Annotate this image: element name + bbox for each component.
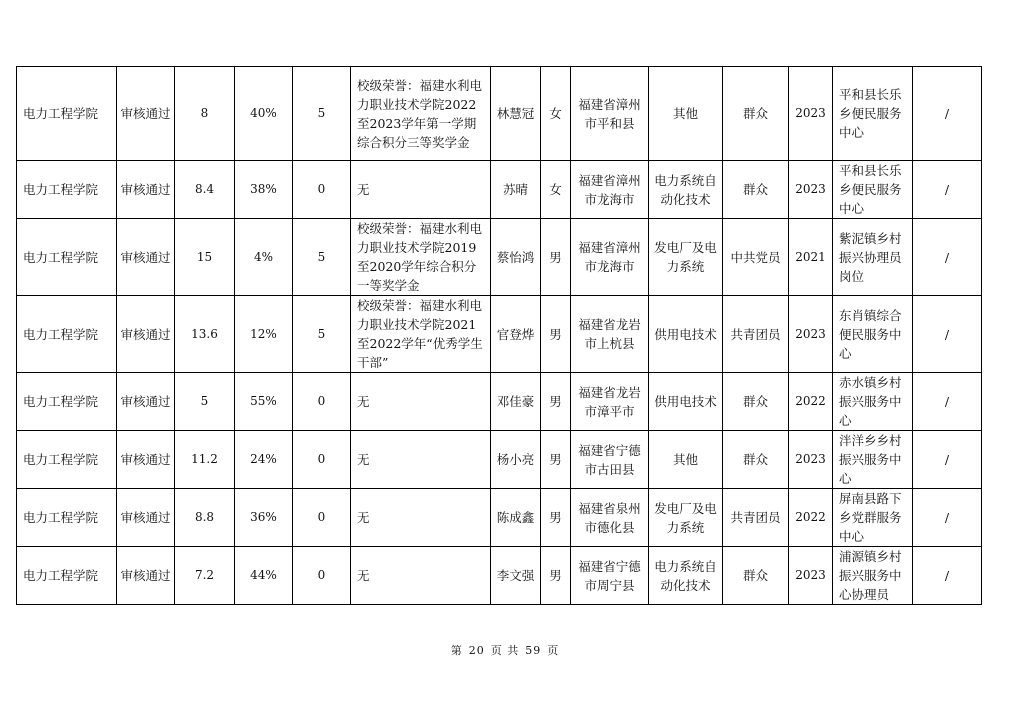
origin-cell: 福建省漳州市龙海市 (571, 219, 649, 296)
name-cell: 邓佳豪 (491, 373, 541, 431)
table-row (17, 296, 982, 373)
points-cell: 0 (293, 547, 351, 605)
position-cell: 泮洋乡乡村振兴服务中心 (833, 431, 913, 489)
major-cell: 其他 (649, 67, 723, 161)
rank-cell: 44% (235, 547, 293, 605)
year-cell: 2023 (789, 67, 833, 161)
table-row (17, 161, 982, 219)
points-cell: 5 (293, 296, 351, 373)
major-cell: 发电厂及电力系统 (649, 219, 723, 296)
points-cell: 0 (293, 373, 351, 431)
position-cell: 浦源镇乡村振兴服务中心协理员 (833, 547, 913, 605)
gender-cell: 男 (541, 431, 571, 489)
origin-cell: 福建省漳州市龙海市 (571, 161, 649, 219)
table-row (17, 489, 982, 547)
honor-cell: 无 (351, 161, 491, 219)
political-cell: 中共党员 (723, 219, 789, 296)
points-cell: 0 (293, 161, 351, 219)
honor-cell: 校级荣誉：福建水利电力职业技术学院2019至2020学年综合积分一等奖学金 (351, 219, 491, 296)
candidate-table (16, 66, 982, 605)
table-row (17, 547, 982, 605)
college-cell: 电力工程学院 (17, 431, 117, 489)
footer-mid: 页 共 (490, 644, 520, 657)
year-cell: 2022 (789, 489, 833, 547)
rank-cell: 55% (235, 373, 293, 431)
name-cell: 杨小亮 (491, 431, 541, 489)
college-cell: 电力工程学院 (17, 296, 117, 373)
status-cell: 审核通过 (117, 219, 175, 296)
honor-cell: 无 (351, 431, 491, 489)
political-cell: 群众 (723, 67, 789, 161)
gender-cell: 男 (541, 489, 571, 547)
score-cell: 8 (175, 67, 235, 161)
gender-cell: 男 (541, 296, 571, 373)
status-cell: 审核通过 (117, 67, 175, 161)
origin-cell: 福建省宁德市周宁县 (571, 547, 649, 605)
name-cell: 李文强 (491, 547, 541, 605)
gender-cell: 男 (541, 219, 571, 296)
origin-cell: 福建省龙岩市上杭县 (571, 296, 649, 373)
major-cell: 供用电技术 (649, 296, 723, 373)
status-cell: 审核通过 (117, 373, 175, 431)
note-cell: / (913, 431, 982, 489)
status-cell: 审核通过 (117, 296, 175, 373)
college-cell: 电力工程学院 (17, 489, 117, 547)
status-cell: 审核通过 (117, 489, 175, 547)
note-cell: / (913, 547, 982, 605)
note-cell: / (913, 296, 982, 373)
rank-cell: 4% (235, 219, 293, 296)
political-cell: 共青团员 (723, 489, 789, 547)
political-cell: 群众 (723, 547, 789, 605)
note-cell: / (913, 161, 982, 219)
table-row (17, 67, 982, 161)
college-cell: 电力工程学院 (17, 67, 117, 161)
points-cell: 0 (293, 489, 351, 547)
major-cell: 发电厂及电力系统 (649, 489, 723, 547)
name-cell: 林慧冠 (491, 67, 541, 161)
college-cell: 电力工程学院 (17, 373, 117, 431)
college-cell: 电力工程学院 (17, 161, 117, 219)
rank-cell: 40% (235, 67, 293, 161)
honor-cell: 无 (351, 547, 491, 605)
score-cell: 13.6 (175, 296, 235, 373)
table-row (17, 373, 982, 431)
points-cell: 5 (293, 219, 351, 296)
position-cell: 屏南县路下乡党群服务中心 (833, 489, 913, 547)
year-cell: 2023 (789, 296, 833, 373)
table-row (17, 219, 982, 296)
college-cell: 电力工程学院 (17, 219, 117, 296)
political-cell: 群众 (723, 431, 789, 489)
origin-cell: 福建省龙岩市漳平市 (571, 373, 649, 431)
name-cell: 官登烨 (491, 296, 541, 373)
year-cell: 2021 (789, 219, 833, 296)
note-cell: / (913, 373, 982, 431)
honor-cell: 校级荣誉：福建水利电力职业技术学院2021至2022学年“优秀学生干部” (351, 296, 491, 373)
footer-page-number: 20 (468, 644, 485, 657)
rank-cell: 36% (235, 489, 293, 547)
political-cell: 群众 (723, 373, 789, 431)
position-cell: 赤水镇乡村振兴服务中心 (833, 373, 913, 431)
college-cell: 电力工程学院 (17, 547, 117, 605)
year-cell: 2023 (789, 161, 833, 219)
honor-cell: 无 (351, 373, 491, 431)
table-body (17, 67, 982, 605)
origin-cell: 福建省宁德市古田县 (571, 431, 649, 489)
position-cell: 平和县长乐乡便民服务中心 (833, 161, 913, 219)
points-cell: 0 (293, 431, 351, 489)
note-cell: / (913, 219, 982, 296)
rank-cell: 12% (235, 296, 293, 373)
status-cell: 审核通过 (117, 161, 175, 219)
table-row (17, 431, 982, 489)
gender-cell: 男 (541, 547, 571, 605)
status-cell: 审核通过 (117, 547, 175, 605)
origin-cell: 福建省泉州市德化县 (571, 489, 649, 547)
rank-cell: 24% (235, 431, 293, 489)
year-cell: 2022 (789, 373, 833, 431)
major-cell: 电力系统自动化技术 (649, 547, 723, 605)
status-cell: 审核通过 (117, 431, 175, 489)
note-cell: / (913, 489, 982, 547)
name-cell: 苏晴 (491, 161, 541, 219)
major-cell: 供用电技术 (649, 373, 723, 431)
major-cell: 电力系统自动化技术 (649, 161, 723, 219)
year-cell: 2023 (789, 547, 833, 605)
gender-cell: 女 (541, 161, 571, 219)
note-cell: / (913, 67, 982, 161)
footer-suffix: 页 (547, 644, 560, 657)
rank-cell: 38% (235, 161, 293, 219)
score-cell: 11.2 (175, 431, 235, 489)
name-cell: 陈成鑫 (491, 489, 541, 547)
position-cell: 紫泥镇乡村振兴协理员岗位 (833, 219, 913, 296)
footer-total-pages: 59 (525, 644, 542, 657)
gender-cell: 女 (541, 67, 571, 161)
position-cell: 东肖镇综合便民服务中心 (833, 296, 913, 373)
points-cell: 5 (293, 67, 351, 161)
name-cell: 蔡怡鸿 (491, 219, 541, 296)
footer-prefix: 第 (450, 644, 463, 657)
political-cell: 群众 (723, 161, 789, 219)
honor-cell: 无 (351, 489, 491, 547)
score-cell: 8.4 (175, 161, 235, 219)
score-cell: 5 (175, 373, 235, 431)
score-cell: 15 (175, 219, 235, 296)
position-cell: 平和县长乐乡便民服务中心 (833, 67, 913, 161)
political-cell: 共青团员 (723, 296, 789, 373)
honor-cell: 校级荣誉：福建水利电力职业技术学院2022至2023学年第一学期综合积分三等奖学金 (351, 67, 491, 161)
gender-cell: 男 (541, 373, 571, 431)
origin-cell: 福建省漳州市平和县 (571, 67, 649, 161)
page-footer (0, 642, 1010, 658)
score-cell: 7.2 (175, 547, 235, 605)
year-cell: 2023 (789, 431, 833, 489)
score-cell: 8.8 (175, 489, 235, 547)
major-cell: 其他 (649, 431, 723, 489)
